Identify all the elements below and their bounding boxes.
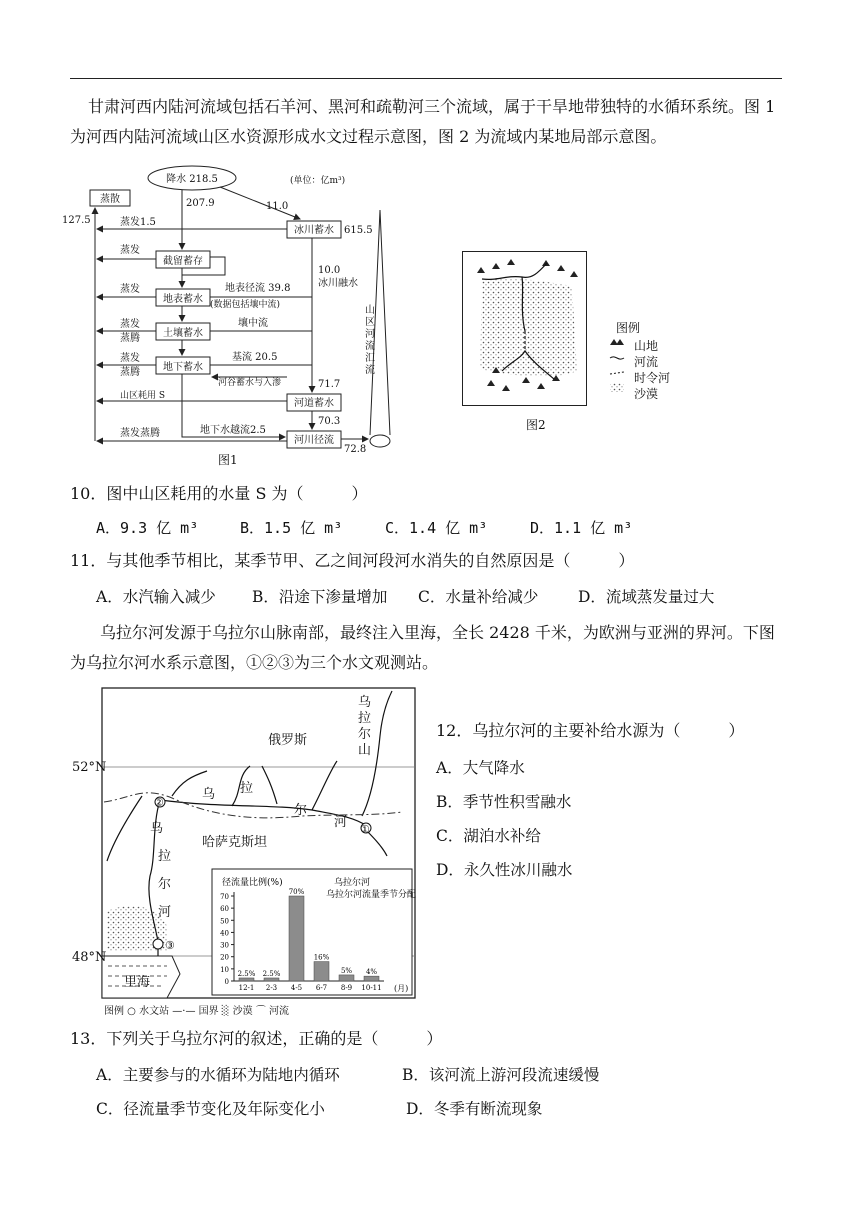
legend-desert: 沙漠 — [634, 387, 659, 401]
river-v-char-3: 河 — [158, 905, 172, 920]
river-v-char-1: 拉 — [158, 849, 172, 864]
unit-label: (单位：亿m³) — [290, 176, 346, 186]
melt-label: 冰川融水 — [318, 278, 358, 289]
desert-icon — [610, 383, 624, 392]
caspian-label: 里海 — [124, 975, 151, 990]
question-10: 10．图中山区耗用的水量 S 为（ ） — [70, 484, 368, 503]
station-3-marker — [153, 939, 163, 949]
chart-xlabel: (月) — [394, 984, 409, 993]
hydrology-diagram — [60, 165, 460, 455]
v11-label: 11.0 — [266, 201, 289, 212]
lat-52-label: 52°N — [72, 760, 107, 775]
chart-ytick-label: 0 — [224, 978, 229, 986]
q11-option-d[interactable]: D．流域蒸发量过大 — [578, 588, 715, 606]
q11-option-a[interactable]: A．水汽输入减少 — [96, 588, 216, 606]
melt-value: 10.0 — [318, 265, 341, 276]
q13-option-b[interactable]: B．该河流上游河段流速缓慢 — [402, 1066, 600, 1084]
river-h-char-1: 拉 — [240, 781, 254, 796]
baseflow-label: 基流 20.5 — [232, 352, 278, 363]
confluence-char-5: 流 — [365, 365, 375, 376]
q10-option-b[interactable]: B．1.5 亿 m³ — [240, 519, 343, 537]
v615-label: 615.5 — [344, 225, 373, 236]
map-legend: 图例 ○ 水文站 —·— 国界 ░ 沙漠 ⌒ 河流 — [104, 1006, 290, 1016]
chart-category-label: 8-9 — [340, 984, 353, 992]
legend-river: 河流 — [634, 355, 659, 369]
chart-category-label: 6-7 — [315, 984, 328, 992]
mountain-char-2: 尔 — [358, 727, 372, 742]
intro-paragraph-1: 甘肃河西内陆河流域包括石羊河、黑河和疏勒河三个流域，属于干旱地带独特的水循环系统。图 1 为河西内陆河流域山区水资源形成水文过程示意图，图 2 为流域内某地局部示意图。 — [70, 97, 776, 146]
russia-label: 俄罗斯 — [268, 733, 308, 748]
confluence-char-0: 山 — [365, 305, 375, 316]
chart-bar — [339, 975, 354, 981]
valley-label: 河谷蓄水与入渗 — [218, 378, 282, 388]
mountain-char-3: 山 — [358, 743, 372, 758]
use-label: 山区耗用 S — [120, 391, 166, 401]
intro-paragraph-2: 乌拉尔河发源于乌拉尔山脉南部，最终注入里海，全长 2428 千米，为欧洲与亚洲的界河。下图为乌拉尔河水系示意图，①②③为三个水文观测站。 — [70, 623, 775, 672]
question-13: 13．下列关于乌拉尔河的叙述，正确的是（ ） — [70, 1029, 443, 1048]
chart-data-label: 2.5% — [262, 969, 281, 978]
chart-ytick-label: 60 — [220, 905, 229, 914]
mountain-char-0: 乌 — [358, 695, 372, 710]
q11-option-c[interactable]: C．水量补给减少 — [418, 588, 539, 606]
seasonal-river-icon — [610, 372, 624, 374]
precip-label: 降水 218.5 — [166, 174, 218, 185]
q11-option-b[interactable]: B．沿途下渗量增加 — [252, 588, 388, 606]
evap-label-2: 蒸发 — [120, 284, 140, 295]
chart-data-label: 4% — [365, 968, 378, 977]
river-icon — [610, 357, 624, 359]
chart-bar — [314, 962, 329, 981]
chart-data-label: 5% — [340, 966, 353, 975]
transp-label-1: 蒸腾 — [120, 333, 140, 344]
q10-option-c[interactable]: C．1.4 亿 m³ — [385, 519, 488, 537]
header-rule — [70, 78, 782, 79]
soil-label: 土壤蓄水 — [163, 328, 203, 339]
legend-seasonal-river: 时令河 — [634, 371, 671, 385]
chart-ytick-label: 10 — [220, 965, 229, 974]
chart-category-label: 4-5 — [290, 984, 303, 992]
local-map — [462, 251, 587, 406]
v717-label: 71.7 — [318, 379, 341, 390]
v127-label: 127.5 — [62, 215, 91, 226]
glacier-label: 冰川蓄水 — [294, 225, 334, 236]
confluence-char-3: 流 — [365, 341, 375, 352]
river-v-char-2: 尔 — [158, 877, 172, 892]
chart-category-label: 2-3 — [265, 984, 278, 992]
chart-ytick-label: 30 — [220, 941, 229, 950]
q12-option-a[interactable]: A．大气降水 — [436, 759, 525, 777]
river-h-char-2: 尔 — [294, 803, 308, 818]
confluence-char-2: 河 — [365, 329, 375, 340]
interflow-label: 壤中流 — [238, 318, 268, 329]
surface-label: 地表蓄水 — [163, 294, 203, 305]
v207-label: 207.9 — [186, 198, 215, 209]
chart-data-label: 2.5% — [237, 969, 256, 978]
intercept-label: 截留蓄存 — [163, 256, 203, 267]
q13-option-c[interactable]: C．径流量季节变化及年际变化小 — [96, 1100, 325, 1118]
chart-category-label: 10-11 — [361, 984, 382, 992]
question-12: 12．乌拉尔河的主要补给水源为（ ） — [436, 721, 745, 740]
river-h-char-0: 乌 — [202, 787, 216, 802]
chart-bar — [364, 976, 379, 981]
river-h-char-3: 河 — [334, 815, 348, 830]
evap-transp-label: 蒸发蒸腾 — [120, 428, 160, 439]
river-v-char-0: 乌 — [150, 821, 164, 836]
mountain-icon — [610, 339, 624, 345]
ural-river-map — [72, 686, 417, 1016]
chart-ytick-label: 70 — [220, 893, 229, 901]
evap-label-3: 蒸发 — [120, 319, 140, 330]
ground-label: 地下蓄水 — [163, 362, 203, 373]
chart-title-1: 乌拉尔河 — [334, 878, 371, 888]
station-3-label: ③ — [165, 939, 175, 952]
evap-label-1: 蒸发 — [120, 245, 140, 256]
q12-option-d[interactable]: D．永久性冰川融水 — [436, 861, 573, 879]
kazakh-label: 哈萨克斯坦 — [202, 835, 268, 850]
evap-label-4: 蒸发 — [120, 353, 140, 364]
fig2-legend-title: 图例 — [616, 321, 641, 335]
evap15-label: 蒸发1.5 — [120, 217, 156, 228]
chart-ylabel: 径流量比例(%) — [222, 878, 283, 888]
runoff-label: 地表径流 39.8 — [225, 283, 291, 294]
chart-ytick-label: 50 — [220, 917, 229, 926]
figure-1-caption: 图1 — [218, 453, 238, 467]
confluence-char-4: 汇 — [365, 353, 375, 364]
transp-label-2: 蒸腾 — [120, 367, 140, 378]
chart-ytick-label: 40 — [220, 929, 229, 938]
v703-label: 70.3 — [318, 416, 341, 427]
q10-option-a[interactable]: A．9.3 亿 m³ — [96, 519, 199, 537]
evap-box-label: 蒸散 — [100, 194, 120, 205]
figure-2-caption: 图2 — [526, 418, 546, 432]
mountain-char-1: 拉 — [358, 711, 372, 726]
legend-mountain: 山地 — [634, 339, 659, 353]
chart-data-label: 70% — [288, 888, 305, 896]
chart-category-label: 12-1 — [238, 984, 255, 992]
station-2-label: ② — [154, 796, 164, 809]
lat-48-label: 48°N — [72, 950, 107, 965]
river-label: 河川径流 — [294, 435, 334, 446]
chart-bar — [239, 978, 254, 981]
question-11: 11．与其他季节相比，某季节甲、乙之间河段河水消失的自然原因是（ ） — [70, 551, 635, 570]
q10-option-d[interactable]: D．1.1 亿 m³ — [530, 519, 633, 537]
q12-option-c[interactable]: C．湖泊水补给 — [436, 827, 541, 845]
q13-option-d[interactable]: D．冬季有断流现象 — [406, 1100, 543, 1118]
runoff-note: (数据包括壤中流) — [210, 300, 281, 310]
q13-option-a[interactable]: A．主要参与的水循环为陆地内循环 — [96, 1066, 340, 1084]
confluence-char-1: 区 — [365, 317, 375, 328]
chart-data-label: 16% — [313, 953, 330, 962]
v728-label: 72.8 — [344, 444, 367, 455]
chart-title: 乌拉尔河流量季节分配 — [326, 890, 417, 900]
station-1-label: ① — [360, 823, 370, 836]
gw-over-label: 地下水越流2.5 — [200, 425, 266, 436]
chart-ytick-label: 20 — [220, 953, 229, 962]
channel-label: 河道蓄水 — [294, 398, 334, 409]
chart-bar — [264, 978, 279, 981]
q12-option-b[interactable]: B．季节性积雪融水 — [436, 793, 572, 811]
chart-bar — [289, 896, 304, 981]
